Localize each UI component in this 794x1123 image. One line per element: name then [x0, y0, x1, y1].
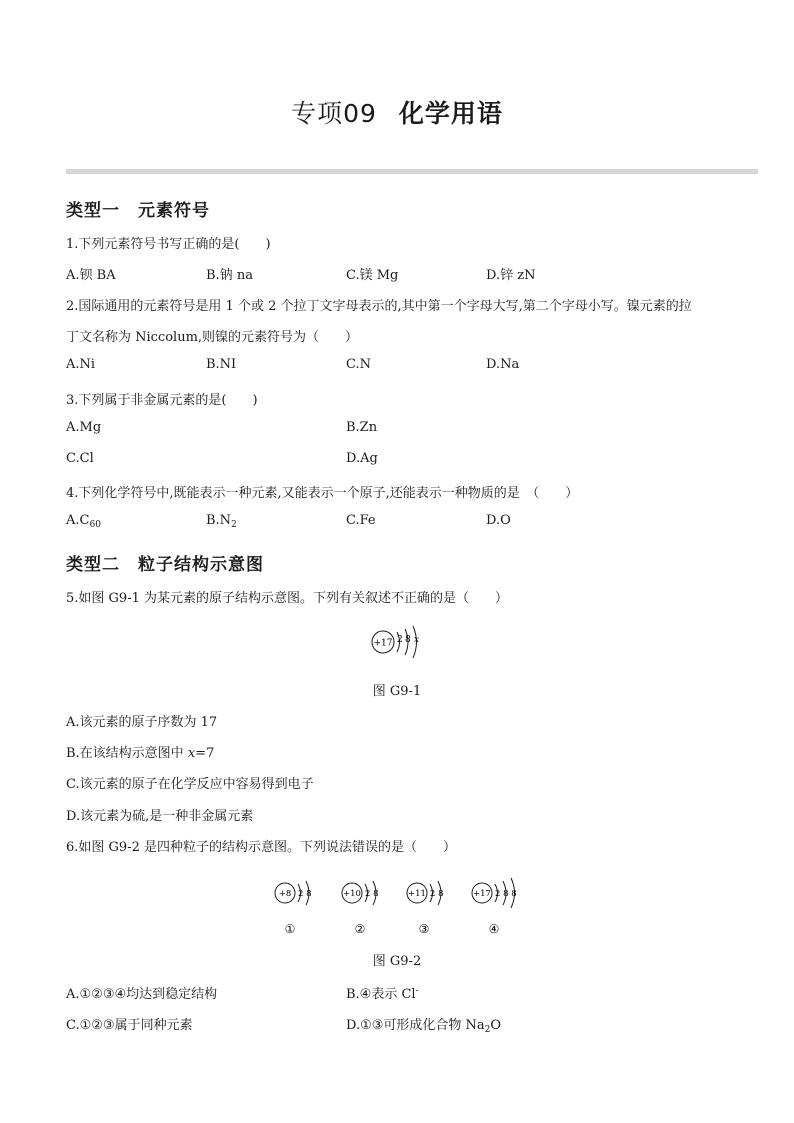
section-2-name: 粒子结构示意图	[138, 555, 264, 575]
shell-3-count: x	[414, 635, 420, 645]
option-b-value: =7	[195, 746, 215, 761]
nucleus-charge: +17	[373, 638, 393, 649]
question-1-option-a: A.钡 BA	[66, 268, 116, 283]
section-2-label: 类型二	[66, 555, 120, 575]
particle-3-charge: +11	[408, 889, 426, 899]
question-6-option-d	[346, 1014, 501, 1035]
particle-2-electrons: 2 8	[365, 889, 379, 899]
question-2-option-a: A.Ni	[66, 357, 96, 372]
section-1-name: 元素符号	[138, 201, 210, 221]
particle-2-charge: +10	[343, 889, 361, 899]
section-heading-2	[66, 550, 264, 575]
option-b-text: B.N	[206, 513, 232, 528]
section-1-label: 类型一	[66, 201, 120, 221]
particle-3-diagram	[407, 881, 444, 936]
question-5-stem: 5.如图 G9-1 为某元素的原子结构示意图。下列有关叙述不正确的是（ ）	[66, 591, 508, 606]
particle-structure-diagrams-g9-2	[270, 875, 530, 939]
question-6-option-c: C.①②③属于同种元素	[66, 1018, 193, 1033]
option-b-variable: x	[187, 746, 196, 761]
option-a-text: A.C	[66, 513, 90, 528]
question-4-option-c: C.Fe	[346, 513, 376, 528]
particle-3-label: ③	[418, 922, 430, 936]
question-5-option-b	[66, 742, 214, 761]
question-3-stem: 3.下列属于非金属元素的是( )	[66, 393, 258, 408]
title-divider	[66, 169, 758, 174]
particle-1-charge: +8	[278, 889, 292, 899]
question-2-stem-line-2: 丁文名称为 Niccolum,则镍的元素符号为（ ）	[66, 330, 359, 345]
question-6-option-b	[346, 983, 419, 1002]
particle-1-label: ①	[284, 922, 296, 936]
particle-4-diagram	[472, 878, 517, 936]
question-1-option-d: D.锌 zN	[486, 268, 536, 283]
title-prefix: 专项09	[291, 99, 377, 128]
question-3-option-d: D.Ag	[346, 451, 378, 466]
particle-2-diagram	[342, 881, 379, 936]
question-5-option-d: D.该元素为硫,是一种非金属元素	[66, 809, 254, 824]
question-2-option-d: D.Na	[486, 357, 520, 372]
question-1-option-c: C.镁 Mg	[346, 268, 399, 283]
option-d-subscript: 2	[484, 1025, 491, 1035]
question-4-option-a	[66, 513, 101, 530]
atom-structure-diagram-g9-1	[366, 622, 426, 666]
option-d-tail: O	[490, 1018, 502, 1033]
question-6-option-a: A.①②③④均达到稳定结构	[66, 987, 218, 1002]
title-main: 化学用语	[398, 99, 503, 128]
question-2-option-b: B.NI	[206, 357, 237, 372]
question-2-option-c: C.N	[346, 357, 371, 372]
particle-4-label: ④	[488, 922, 500, 936]
shell-2-count: 8	[405, 635, 411, 645]
option-a-subscript: 60	[89, 520, 101, 530]
particle-1-electrons: 2 8	[298, 889, 312, 899]
figure-caption-g9-2: 图 G9-2	[372, 954, 422, 969]
particle-3-electrons: 2 8	[430, 889, 444, 899]
particle-1-diagram	[275, 881, 312, 936]
question-1-stem: 1.下列元素符号书写正确的是( )	[66, 237, 271, 252]
question-4-option-b	[206, 513, 237, 530]
figure-caption-g9-1: 图 G9-1	[372, 684, 422, 699]
option-b-text: B.④表示 Cl	[346, 987, 416, 1002]
particle-4-electrons: 2 8 8	[495, 889, 517, 899]
question-4-stem: 4.下列化学符号中,既能表示一种元素,又能表示一个原子,还能表示一种物质的是 （ ）	[66, 486, 579, 501]
question-1-option-b: B.钠 na	[206, 268, 253, 283]
question-4-option-d: D.O	[486, 513, 511, 528]
page-title	[0, 94, 794, 130]
question-2-stem-line-1: 2.国际通用的元素符号是用 1 个或 2 个拉丁文字母表示的,其中第一个字母大写,第二个字母小写。镍元素的拉	[66, 299, 692, 314]
option-b-subscript: 2	[231, 520, 237, 530]
option-b-superscript: -	[415, 986, 419, 996]
question-5-option-c: C.该元素的原子在化学反应中容易得到电子	[66, 777, 314, 792]
option-d-text: D.①③可形成化合物 Na	[346, 1018, 485, 1033]
question-3-option-b: B.Zn	[346, 420, 378, 435]
particle-4-charge: +17	[473, 889, 491, 899]
question-6-stem: 6.如图 G9-2 是四种粒子的结构示意图。下列说法错误的是（ ）	[66, 840, 456, 855]
question-3-option-a: A.Mg	[66, 420, 102, 435]
option-b-text: B.在该结构示意图中	[66, 746, 188, 761]
question-3-option-c: C.Cl	[66, 451, 94, 466]
question-5-option-a: A.该元素的原子序数为 17	[66, 715, 218, 730]
particle-2-label: ②	[354, 922, 366, 936]
shell-1-count: 2	[397, 635, 403, 645]
section-heading-1	[66, 196, 210, 221]
